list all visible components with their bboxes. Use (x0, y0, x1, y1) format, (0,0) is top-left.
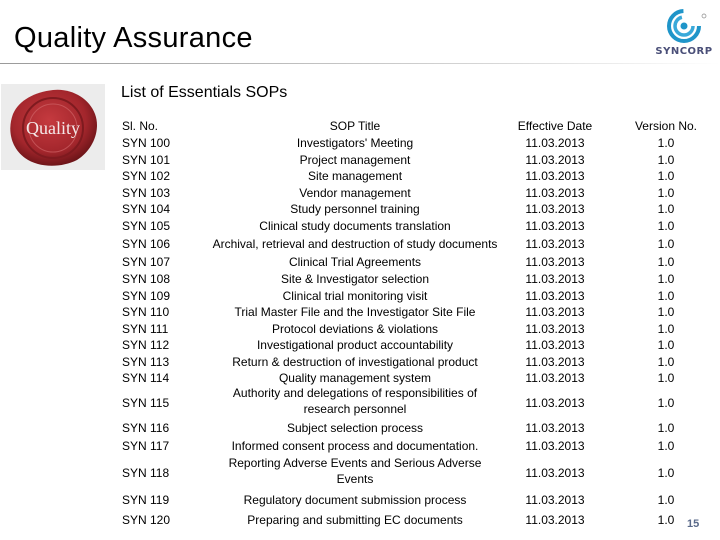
column-header-version: Version No. (634, 119, 698, 133)
sop-version: 1.0 (657, 466, 675, 480)
sop-effective-date: 11.03.2013 (525, 371, 585, 385)
sop-number: SYN 102 (122, 169, 171, 183)
sop-title: Reporting Adverse Events and Serious Adverse Events (228, 456, 482, 486)
sop-effective-date: 11.03.2013 (525, 237, 585, 251)
sop-version: 1.0 (657, 136, 675, 150)
sop-effective-date: 11.03.2013 (525, 255, 585, 269)
sop-effective-date: 11.03.2013 (525, 355, 585, 369)
sop-effective-date: 11.03.2013 (525, 322, 585, 336)
sop-number: SYN 120 (122, 513, 171, 527)
sop-effective-date: 11.03.2013 (525, 136, 585, 150)
sop-number: SYN 114 (122, 371, 170, 385)
section-subtitle: List of Essentials SOPs (121, 84, 288, 101)
sop-effective-date: 11.03.2013 (525, 153, 585, 167)
sop-number: SYN 106 (122, 237, 171, 251)
sop-effective-date: 11.03.2013 (525, 338, 585, 352)
sop-title: Site & Investigator selection (280, 272, 430, 286)
sop-effective-date: 11.03.2013 (525, 169, 585, 183)
sop-effective-date: 11.03.2013 (525, 421, 585, 435)
sop-number: SYN 111 (122, 322, 169, 336)
sop-version: 1.0 (657, 305, 675, 319)
sop-version: 1.0 (657, 513, 675, 527)
sop-title: Clinical trial monitoring visit (282, 289, 428, 303)
seal-text: Quality (26, 118, 80, 138)
sop-title: Investigators' Meeting (296, 136, 414, 150)
sop-title: Vendor management (299, 186, 411, 200)
sop-version: 1.0 (657, 219, 675, 233)
sop-version: 1.0 (657, 255, 675, 269)
sop-version: 1.0 (657, 322, 675, 336)
sop-title: Informed consent process and documentation. (231, 439, 479, 453)
sop-title: Subject selection process (286, 421, 424, 435)
sop-version: 1.0 (657, 338, 675, 352)
sop-version: 1.0 (657, 355, 675, 369)
title-divider (0, 63, 720, 64)
sop-effective-date: 11.03.2013 (525, 439, 585, 453)
sop-version: 1.0 (657, 186, 675, 200)
sop-title: Clinical study documents translation (259, 219, 451, 233)
sop-number: SYN 115 (122, 396, 170, 410)
sop-version: 1.0 (657, 153, 675, 167)
sop-number: SYN 116 (122, 421, 170, 435)
sop-effective-date: 11.03.2013 (525, 466, 585, 480)
column-header-number: Sl. No. (122, 119, 159, 133)
sop-version: 1.0 (657, 493, 675, 507)
sop-number: SYN 101 (122, 153, 171, 167)
sop-title: Protocol deviations & violations (271, 322, 439, 336)
sop-effective-date: 11.03.2013 (525, 289, 585, 303)
sop-number: SYN 113 (122, 355, 170, 369)
sop-title: Regulatory document submission process (243, 493, 467, 507)
sop-number: SYN 107 (122, 255, 171, 269)
sop-number: SYN 117 (122, 439, 170, 453)
sop-number: SYN 100 (122, 136, 171, 150)
sop-number: SYN 118 (122, 466, 170, 480)
sop-version: 1.0 (657, 289, 675, 303)
sop-title: Clinical Trial Agreements (288, 255, 422, 269)
sop-title: Project management (299, 153, 411, 167)
page-title: Quality Assurance (14, 22, 253, 54)
sop-number: SYN 110 (122, 305, 170, 319)
sop-number: SYN 108 (122, 272, 171, 286)
quality-seal-image (1, 84, 105, 170)
sop-title: Investigational product accountability (256, 338, 454, 352)
sop-title: Study personnel training (290, 202, 420, 216)
sop-number: SYN 119 (122, 493, 170, 507)
sop-title: Archival, retrieval and destruction of study documents (212, 237, 498, 251)
sop-version: 1.0 (657, 272, 675, 286)
sop-number: SYN 112 (122, 338, 170, 352)
sop-effective-date: 11.03.2013 (525, 396, 585, 410)
column-header-date: Effective Date (517, 119, 593, 133)
sop-version: 1.0 (657, 396, 675, 410)
sop-number: SYN 105 (122, 219, 171, 233)
sop-effective-date: 11.03.2013 (525, 493, 585, 507)
sop-effective-date: 11.03.2013 (525, 305, 585, 319)
sop-version: 1.0 (657, 169, 675, 183)
sop-title: Preparing and submitting EC documents (247, 513, 463, 527)
sop-title: Return & destruction of investigational product (232, 355, 478, 369)
sop-version: 1.0 (657, 202, 675, 216)
page-number: 15 (687, 518, 700, 530)
sop-version: 1.0 (657, 371, 675, 385)
sop-version: 1.0 (657, 421, 675, 435)
sop-title: Site management (307, 169, 403, 183)
sop-number: SYN 104 (122, 202, 171, 216)
logo-wordmark: SYNCORP (655, 46, 713, 57)
sop-title: Trial Master File and the Investigator Site File (234, 305, 476, 319)
sop-effective-date: 11.03.2013 (525, 186, 585, 200)
sop-effective-date: 11.03.2013 (525, 513, 585, 527)
sop-version: 1.0 (657, 439, 675, 453)
column-header-title: SOP Title (329, 119, 381, 133)
sop-title: Quality management system (278, 371, 432, 385)
sop-version: 1.0 (657, 237, 675, 251)
sop-number: SYN 103 (122, 186, 171, 200)
sop-effective-date: 11.03.2013 (525, 272, 585, 286)
sop-effective-date: 11.03.2013 (525, 202, 585, 216)
sop-title: Authority and delegations of responsibilities of research personnel (232, 386, 478, 416)
sop-effective-date: 11.03.2013 (525, 219, 585, 233)
sop-number: SYN 109 (122, 289, 171, 303)
